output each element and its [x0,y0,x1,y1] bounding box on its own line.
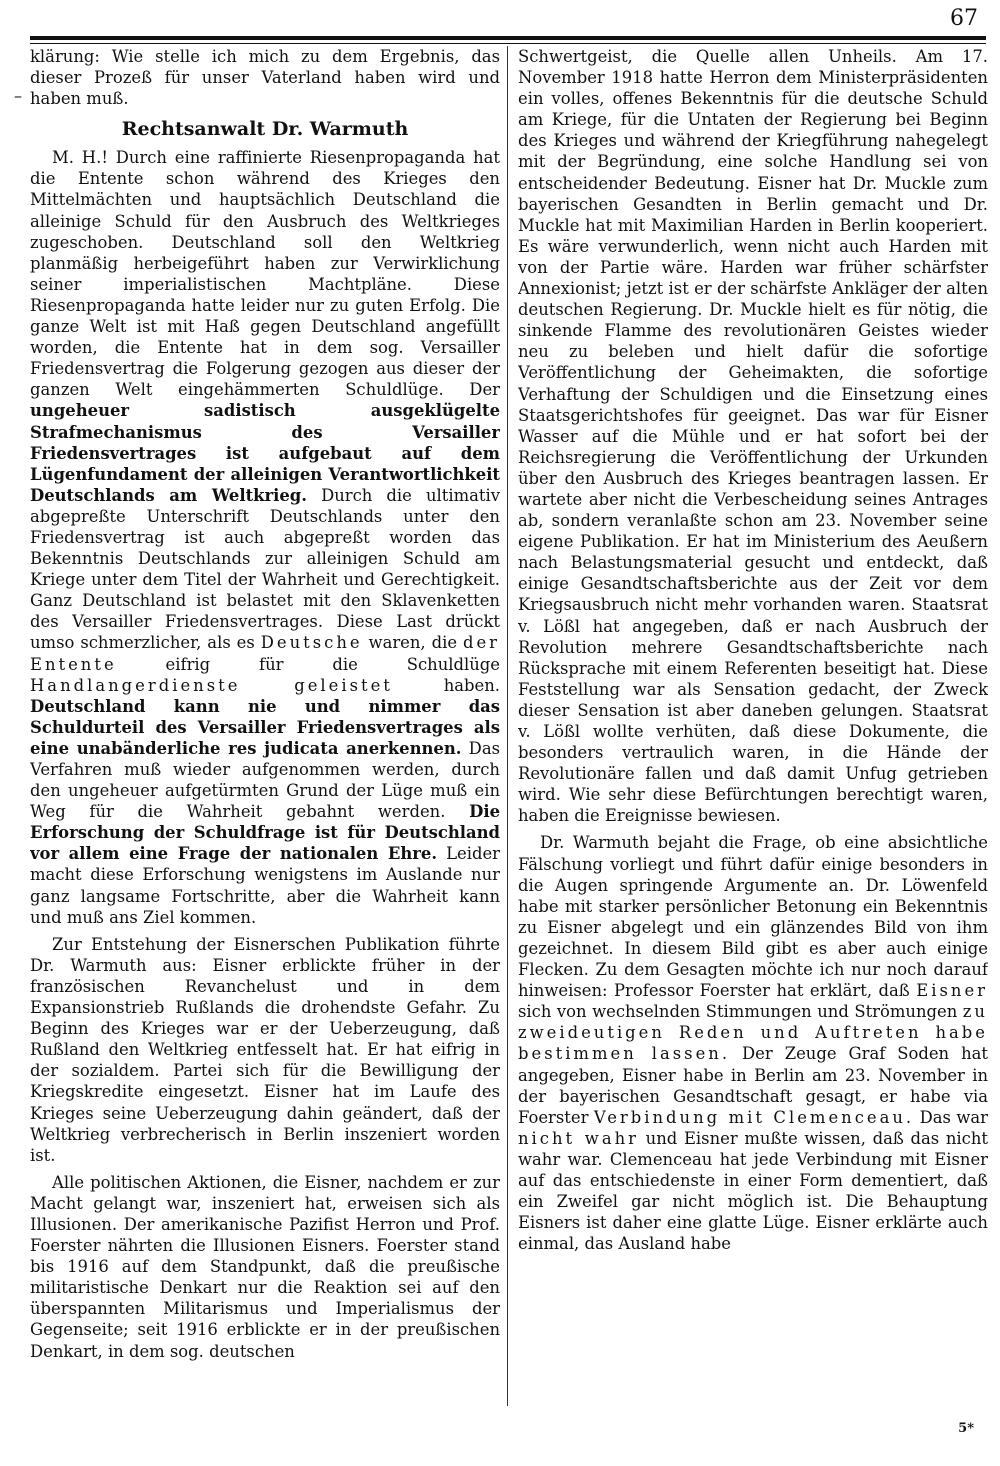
right-column [518,46,988,1436]
header-rule [30,36,986,40]
paragraph: Alle politischen Aktionen, die Eisner, nachdem er zur Macht gelangt war, inszeniert hat, erweisen sich als Illusionen. Der amerikanische Pazifist Herron und Prof. Foerster nährten die Illusionen Eisners. Foerster stand bis 1916 auf dem Standpunkt, daß die preußische militaristische Denkart nur die Reaktion sei auf den überspannten Militarismus und Imperialismus der Gegenseite; seit 1916 erblickte er in der preußischen Denkart, in dem sog. deutschen [30,1172,500,1361]
paragraph: Schwertgeist, die Quelle allen Unheils. Am 17. November 1918 hatte Herron dem Ministerpräsidenten ein volles, offenes Bekenntnis für die deutsche Schuld am Kriege, für die Untaten der Regierung bei Beginn des Krieges und während der Kriegführung nahegelegt mit der Begründung, eine solche Handlung sei von entscheidender Bedeutung. Eisner hat Dr. Muckle zum bayerischen Gesandten in Berlin gemacht und Dr. Muckle hat mit Maximilian Harden in Berlin kooperiert. Es wäre verwunderlich, wenn nicht auch Harden mit von der Partie wäre. Harden war früher schärfster Annexionist; jetzt ist er der schärfste Ankläger der alten deutschen Regierung. Dr. Muckle hielt es für nötig, die sinkende Flamme des revolutionären Geistes wieder neu zu beleben und hielt dafür die sofortige Veröffentlichung der Geheimakten, die sofortige Verhaftung der Schuldigen und die Einsetzung eines Staatsgerichtshofes für geeignet. Das war für Eisner Wasser auf die Mühle und er hat sofort bei der Reichsregierung die Veröffentlichung der Urkunden über den Ausbruch des Krieges beantragen lassen. Er wartete aber nicht die Verbescheidung seines Antrages ab, sondern veranlaßte schon am 23. November seine eigene Publikation. Er hat im Ministerium des Aeußern nach Belastungsmaterial gesucht und entdeckt, daß einige Gesandtschaftsberichte aus der Zeit vor dem Kriegsausbruch nicht mehr vorhanden waren. Staatsrat v. Lößl hat angegeben, daß er nach Ausbruch der Revolution mehrere Gesandtschaftsberichte nach Rücksprache mit einem Referenten beseitigt hat. Diese Feststellung war als Sensation gedacht, der Zweck dieser Sensation ist aber daneben gelungen. Staatsrat v. Lößl wollte verhüten, daß diese Dokumente, die besonders vertraulich waren, in die Hände der Revolutionäre fallen und daß damit Unfug getrieben wird. Wie sehr diese Befürchtungen berechtigt waren, haben die Ereignisse bewiesen. [518,47,988,826]
margin-mark: – [14,86,22,105]
paragraph: M. H.! Durch eine raffinierte Riesenpropaganda hat die Entente schon während des Krieges den Mittelmächten und hauptsächlich Deutschland die alleinige Schuld für den Ausbruch des Weltkrieges zugeschoben. Deutschland soll den Weltkrieg planmäßig herbeigeführt haben zur Verwirklichung seiner imperialistischen Machtpläne. Diese Riesenpropaganda hatte leider nur zu guten Erfolg. Die ganze Welt ist mit Haß gegen Deutschland angefüllt worden, die Entente hat in dem sog. Versailler Friedensvertrag die Folgerung gezogen aus dieser der ganzen Welt eingehämmerten Schuldlüge. Der ungeheuer sadistisch ausgeklügelte Strafmechanismus des Versailler Friedensvertrages ist aufgebaut auf dem Lügenfundament der alleinigen Verantwortlichkeit Deutschlands am Weltkrieg. Durch die ultimativ abgepreßte Unterschrift Deutschlands unter den Friedensvertrag ist auch abgepreßt worden das Bekenntnis Deutschlands zur alleinigen Schuld am Kriege unter dem Titel der Wahrheit und Gerechtigkeit. Ganz Deutschland ist belastet mit den Sklavenketten des Versailler Friedensvertrages. Diese Last drückt umso schmerzlicher, als es Deutsche waren, die der Entente eifrig für die Schuldlüge Handlangerdienste geleistet haben. Deutschland kann nie und nimmer das Schuldurteil des Versailler Friedensvertrages als eine unabänderliche res judicata anerkennen. Das Verfahren muß wieder aufgenommen werden, durch den ungeheuer aufgetürmten Grund der Lüge muß ein Weg für die Wahrheit gebahnt werden. Die Erforschung der Schuldfrage ist für Deutschland vor allem eine Frage der nationalen Ehre. Leider macht diese Erforschung wenigstens im Auslande nur ganz langsame Fortschritte, aber die Wahrheit kann und muß ans Ziel kommen. [30,148,500,927]
paragraph: Dr. Warmuth bejaht die Frage, ob eine absichtliche Fälschung vorliegt und führt dafür einige besonders in die Augen springende Argumente an. Dr. Löwenfeld habe mit starker persönlicher Betonung ein Bekenntnis zu Eisner abgelegt und ein glänzendes Bild von ihm gezeichnet. In diesem Bild gibt es aber auch einige Flecken. Zu dem Gesagten möchte ich nur noch darauf hinweisen: Professor Foerster hat erklärt, daß Eisner sich von wechselnden Stimmungen und Strömungen zu zweideutigen Reden und Auftreten habe bestimmen lassen. Der Zeuge Graf Soden hat angegeben, Eisner habe in Berlin am 23. November in der bayerischen Gesandtschaft gesagt, er habe via Foerster Verbindung mit Clemenceau. Das war nicht wahr und Eisner mußte wissen, daß das nicht wahr war. Clemenceau hat jede Verbindung mit Eisner auf das entschiedenste in einer Form dementiert, daß ein Zweifel gar nicht möglich ist. Die Behauptung Eisners ist daher eine glatte Lüge. Eisner erklärte auch einmal, das Ausland habe [518,833,988,1254]
text-columns [30,46,988,1436]
left-column [30,46,500,1436]
section-heading: Rechtsanwalt Dr. Warmuth [121,118,409,141]
paragraph: klärung: Wie stelle ich mich zu dem Ergebnis, das dieser Prozeß für unser Vaterland haben wird und haben muß. [30,47,500,109]
signature-mark: 5* [958,1421,974,1436]
paragraph: Zur Entstehung der Eisnerschen Publikation führte Dr. Warmuth aus: Eisner erblickte früher in der französischen Revanchelust und in dem Expansionstrieb Rußlands die drohendste Gefahr. Zu Beginn des Krieges war er der Ueberzeugung, daß Rußland den Weltkrieg entfesselt hat. Er hat eifrig in der sozialdem. Partei sich für die Bewilligung der Kriegskredite eingesetzt. Eisner hat im Laufe des Krieges seine Ueberzeugung dahin geändert, daß der Weltkrieg verbrecherisch in Berlin inszeniert worden ist. [30,934,500,1165]
page-number: 67 [950,6,978,31]
